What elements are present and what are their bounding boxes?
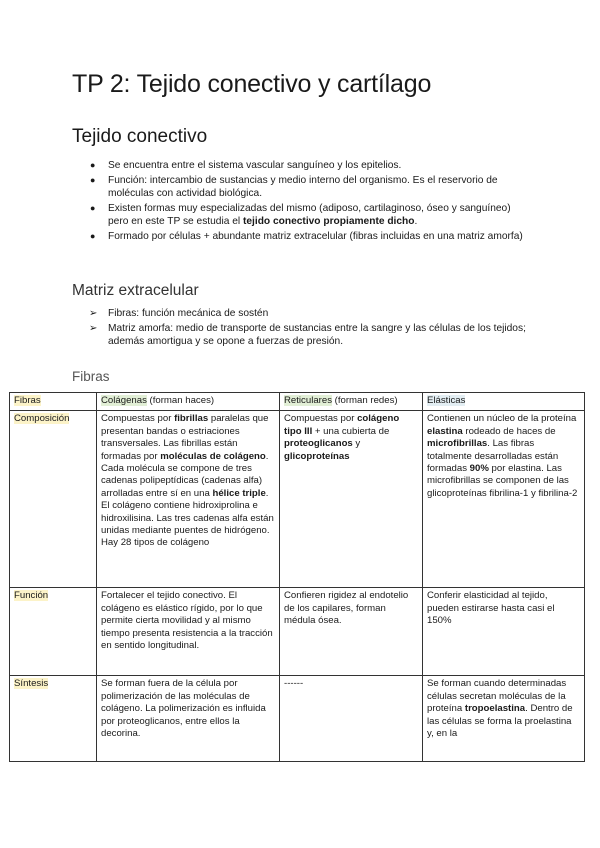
list-item: ● Función: intercambio de sustancias y medio interno del organismo. Es el reservorio de moléculas con actividad biológica. <box>90 175 498 199</box>
fibras-heading: Fibras <box>72 369 110 384</box>
table-cell: Compuestas por fibrillas paralelas que presentan bandas o estriaciones transversales. Las fibrillas están formadas por moléculas de colágeno. Cada molécula se compone de tres cadenas polipeptídicas (cadenas alfa) arrolladas entre sí en una hélice triple. El colágeno contiene hidroxiprolina e hidroxilisina. Las tres cadenas alfa están unidas mediante puentes de hidrógeno. Hay 28 tipos de colágeno <box>97 411 280 588</box>
list-item: ➢ Fibras: función mecánica de sostén <box>89 308 269 319</box>
table-cell: ------ <box>280 676 423 762</box>
bullet-list <box>88 159 528 245</box>
table-cell: Confieren rigidez al endotelio de los capilares, forman médula ósea. <box>280 588 423 676</box>
list-item: ➢ Matriz amorfa: medio de transporte de sustancias entre la sangre y las células de los tejidos; además amortigua y se opone a fuerzas de presión. <box>89 323 526 347</box>
arrow-list <box>88 307 538 350</box>
bullet-icon: ● <box>90 160 96 170</box>
arrow-bullet-icon: ➢ <box>89 323 98 334</box>
list-item: ● Existen formas muy especializadas del mismo (adiposo, cartilaginoso, óseo y sanguíneo) pero en este TP se estudia el tejido conectivo propiamente dicho. <box>90 203 511 227</box>
row-label-cell: Composición <box>10 411 97 588</box>
table-cell: Se forman fuera de la célula por polimerización de las moléculas de colágeno. La polimerización es influida por proteoglicanos, entre ellos la decorina. <box>97 676 280 762</box>
list-item: ● Se encuentra entre el sistema vascular sanguíneo y los epitelios. <box>90 160 402 171</box>
subsection-heading: Matriz extracelular <box>72 282 199 299</box>
bullet-icon: ● <box>90 203 96 213</box>
table-cell: Compuestas por colágeno tipo III + una cubierta de proteoglicanos y glicoproteínas <box>280 411 423 588</box>
table-row <box>10 588 585 676</box>
row-label-cell: Función <box>10 588 97 676</box>
table-row <box>10 411 585 588</box>
arrow-bullet-icon: ➢ <box>89 308 98 319</box>
section-heading: Tejido conectivo <box>72 126 208 147</box>
bullet-icon: ● <box>90 231 96 241</box>
table-row <box>10 676 585 762</box>
header-cell: Elásticas <box>423 393 585 411</box>
header-cell: Colágenas (forman haces) <box>97 393 280 411</box>
row-label-cell: Síntesis <box>10 676 97 762</box>
list-item: ● Formado por células + abundante matriz extracelular (fibras incluidas en una matriz amorfa) <box>90 231 523 242</box>
table-cell: Contienen un núcleo de la proteína elastina rodeado de haces de microfibrillas. Las fibras totalmente desarrolladas están formadas 90% por elastina. Las microfibrillas se componen de las glicoproteínas fibrilina-1 y fibrilina-2 <box>423 411 585 588</box>
table-cell: Se forman cuando determinadas células secretan moléculas de la proteína tropoelastina. Dentro de las células se forma la proelastina y, en la <box>423 676 585 762</box>
fibras-table <box>9 392 585 762</box>
table-cell: Conferir elasticidad al tejido, pueden estirarse hasta casi el 150% <box>423 588 585 676</box>
table-header-row <box>10 393 585 411</box>
page-title: TP 2: Tejido conectivo y cartílago <box>72 70 432 98</box>
header-cell: Reticulares (forman redes) <box>280 393 423 411</box>
bullet-icon: ● <box>90 175 96 185</box>
header-cell: Fibras <box>10 393 97 411</box>
table-cell: Fortalecer el tejido conectivo. El colágeno es elástico rígido, por lo que permite cierta movilidad y al mismo tiempo presenta resistencia a la tracción en sentido longitudinal. <box>97 588 280 676</box>
